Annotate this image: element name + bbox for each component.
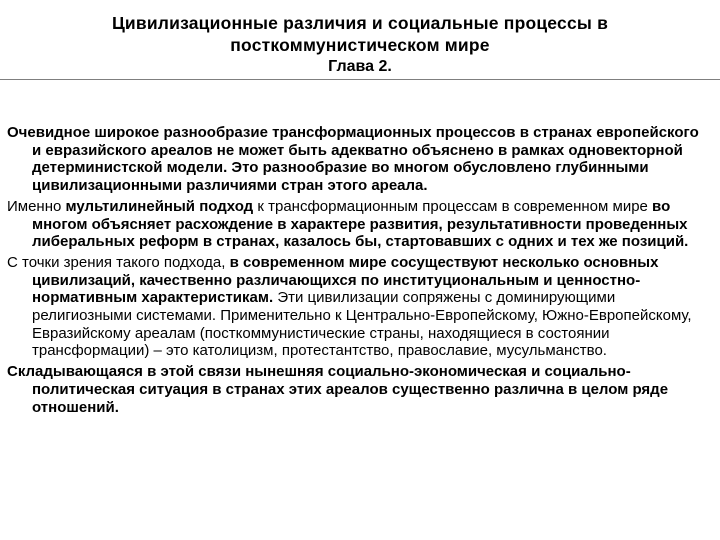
slide-body <box>7 124 707 419</box>
paragraph-1-text: Очевидное широкое разнообразие трансформационных процессов в странах европейского и евразийского ареалов не может быть адекватно объяснено в рамках одновекторной детерминистской модели. Это разнообразие во многом обусловлено глубинными цивилизационными различиями стран этого ареала. <box>7 124 699 195</box>
paragraph-4-text: Складывающаяся в этой связи нынешняя социально-экономическая и социально-политическая ситуация в странах этих ареалов существенно различна в целом ряде отношений. <box>7 363 669 416</box>
paragraph-2-run-2: мультилинейный подход <box>65 197 254 215</box>
slide-title-line-2: посткоммунистическом мире <box>230 35 490 55</box>
slide-title <box>0 12 720 56</box>
paragraph-2-run-1: Именно <box>7 197 66 215</box>
paragraph-3-run-2: в современном мире сосуществуют несколько основных цивилизаций, качественно различающихся по институциональным и ценностно-нормативным характеристикам. <box>32 253 659 307</box>
chapter-label: Глава 2. <box>328 58 392 75</box>
paragraph-3 <box>7 254 707 360</box>
header-divider <box>0 79 720 80</box>
paragraph-1 <box>7 124 707 195</box>
paragraph-2-run-3: к трансформационным процессам в современном мире <box>253 197 653 215</box>
slide-title-line-1: Цивилизационные различия и социальные процессы в <box>111 13 609 33</box>
paragraph-3-run-3: Эти цивилизации сопряжены с доминирующими религиозными системами. Применительно к Центрально-Европейскому, Южно-Европейскому, Евразийскому ареалам (посткоммунистические страны, находящиеся в состоянии трансформации) – это католицизм, протестантство, православие, мусульманство. <box>32 289 692 360</box>
paragraph-2 <box>7 198 707 251</box>
slide-header <box>0 12 720 77</box>
paragraph-4 <box>7 363 707 416</box>
paragraph-2-run-4: во многом объясняет расхождение в характере развития, результативности проведенных либеральных реформ в странах, казалось бы, стартовавших с одних и тех же позиций. <box>32 197 689 251</box>
paragraph-3-run-1: С точки зрения такого подхода, <box>7 253 230 271</box>
